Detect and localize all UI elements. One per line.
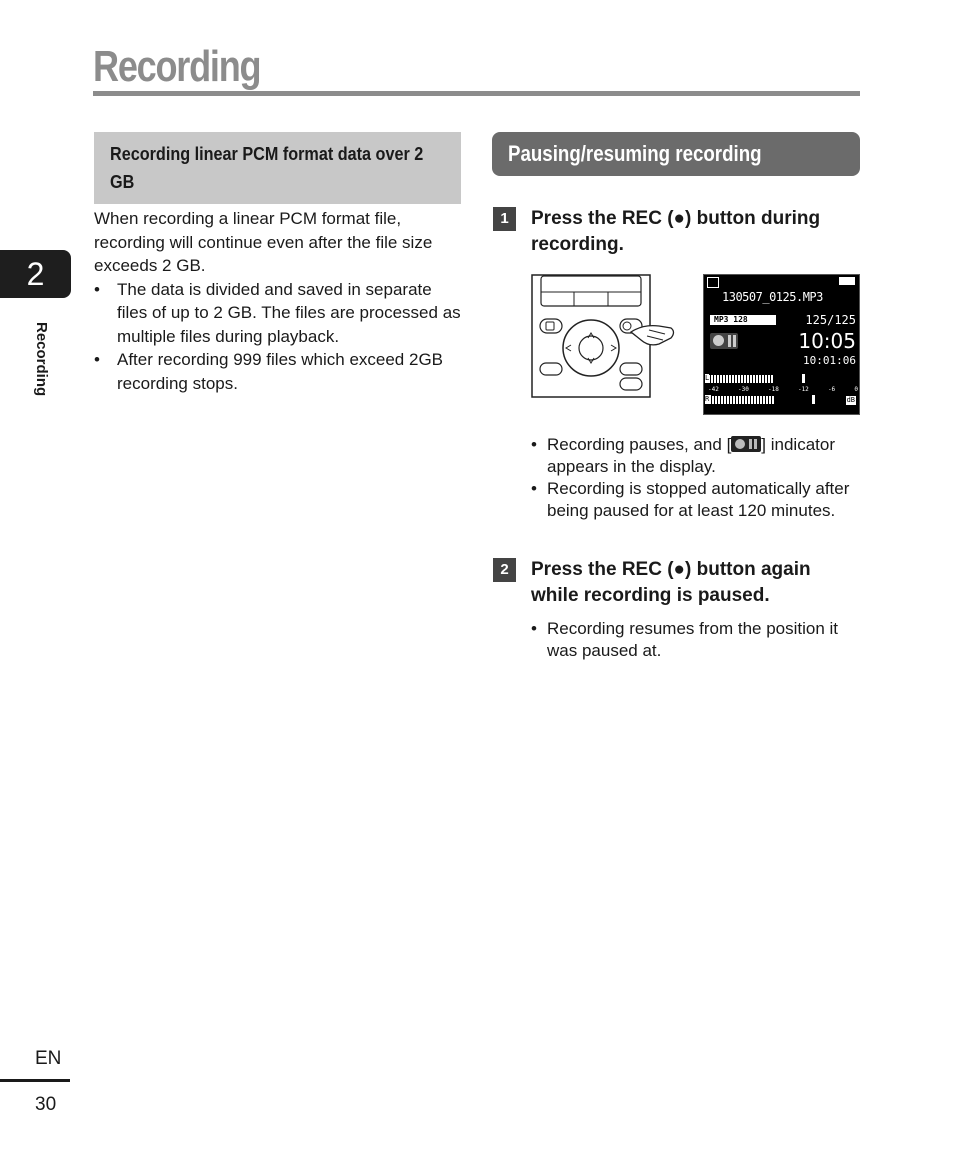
language-label: EN (35, 1048, 62, 1069)
display-filename: 130507_0125.MP3 (722, 290, 823, 304)
level-scale: -42 -30 -18 -12 -6 0 (708, 386, 858, 393)
list-item: • The data is divided and saved in separate files of up to 2 GB. The files are processed as multiple files during playback. (94, 279, 461, 346)
display-file-count: 125/125 (805, 313, 856, 327)
list-item: • Recording is stopped automatically after being paused for at least 120 minutes. (531, 479, 850, 520)
step-1-text: Press the REC (●) button during recording. (531, 208, 821, 255)
step-2-bullets (531, 618, 861, 662)
step-1-badge: 1 (493, 207, 516, 231)
pcm-note-intro: When recording a linear PCM format file, recording will continue even after the file size exceeds 2 GB. (94, 209, 433, 275)
section-header: Pausing/resuming recording (492, 132, 860, 176)
channel-left-label: L (705, 374, 710, 382)
recorder-display (703, 274, 860, 415)
pcm-note-box (94, 132, 461, 204)
channel-right-label: R (705, 395, 710, 403)
footer-rule (0, 1079, 70, 1082)
display-elapsed-time: 10:05 (798, 329, 856, 353)
step-2-text: Press the REC (●) button again while recording is paused. (531, 559, 811, 606)
pause-indicator-inline-icon (731, 436, 761, 452)
display-unit: dB (846, 396, 855, 404)
level-peak-left (802, 374, 805, 383)
level-meter-right (712, 396, 774, 404)
list-item: • After recording 999 files which exceed 2GB recording stops. (94, 350, 444, 393)
level-meter-left (708, 375, 774, 383)
pcm-note-bullets (94, 278, 464, 396)
page-title: Recording (93, 42, 261, 91)
level-peak-right (812, 395, 815, 404)
pcm-note-body (94, 207, 464, 395)
list-item: • Recording resumes from the position it was paused at. (531, 619, 839, 660)
step-1-bullets (531, 434, 861, 522)
pause-indicator-icon (710, 333, 738, 349)
step-2-badge: 2 (493, 558, 516, 582)
chapter-tab: 2 (0, 250, 71, 298)
title-rule (93, 91, 860, 96)
recorder-buttons-illustration (531, 274, 677, 398)
page-number: 30 (35, 1094, 57, 1115)
display-format: MP3 128 (710, 315, 776, 325)
side-chapter-label: Recording (33, 322, 50, 397)
display-remaining-time: 10:01:06 (803, 354, 856, 367)
pcm-note-title: Recording linear PCM format data over 2 GB (110, 144, 424, 192)
battery-icon (839, 277, 855, 285)
list-item: • Recording pauses, and [ ] indicator appears in the display. (531, 435, 835, 476)
display-status-icons (707, 277, 719, 288)
